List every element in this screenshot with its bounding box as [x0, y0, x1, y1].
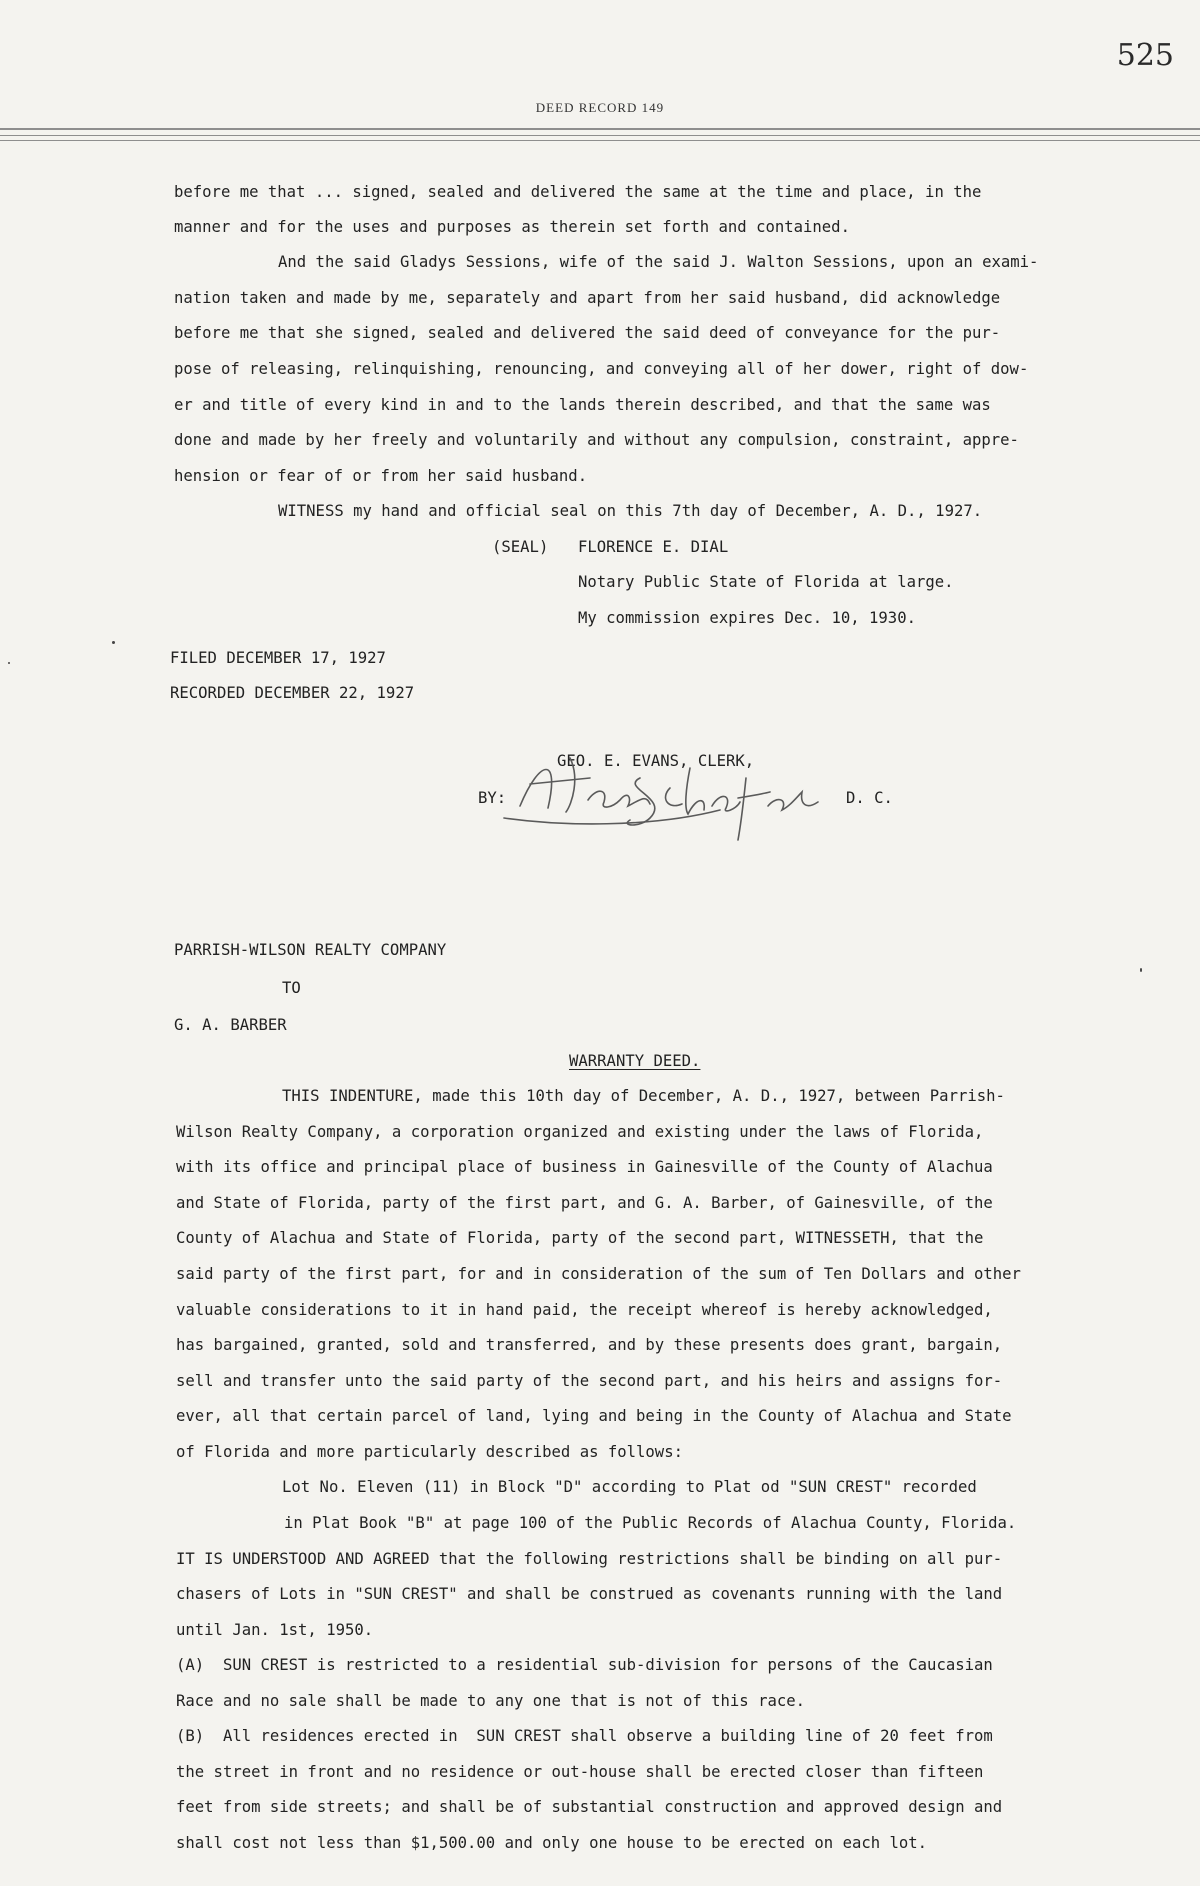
restriction-a: (A) SUN CREST is restricted to a residential sub-division for persons of the Caucasian: [176, 1656, 993, 1674]
text-line: ever, all that certain parcel of land, lying and being in the County of Alachua and State: [176, 1407, 1012, 1425]
record-book-title: DEED RECORD 149: [535, 100, 665, 115]
text-line: Wilson Realty Company, a corporation organized and existing under the laws of Florida,: [176, 1123, 984, 1141]
text-line: of Florida and more particularly described as follows:: [176, 1443, 683, 1461]
restrictions-text: until Jan. 1st, 1950.: [176, 1621, 374, 1639]
grantee-name: G. A. BARBER: [174, 1016, 287, 1034]
text-line: pose of releasing, relinquishing, renouncing, and conveying all of her dower, right of dow-: [174, 360, 1029, 378]
clerk-name: GEO. E. EVANS, CLERK,: [557, 752, 755, 770]
header-rule: [0, 140, 1200, 141]
header-rule: [0, 135, 1200, 136]
restriction-b: shall cost not less than $1,500.00 and only one house to be erected on each lot.: [176, 1834, 928, 1852]
text-line: County of Alachua and State of Florida, party of the second part, WITNESSETH, that the: [176, 1229, 984, 1247]
restriction-b: (B) All residences erected in SUN CREST shall observe a building line of 20 feet from: [176, 1727, 993, 1745]
seal-label: (SEAL): [492, 538, 549, 556]
commission-expiry: My commission expires Dec. 10, 1930.: [578, 609, 916, 627]
restriction-b: the street in front and no residence or out-house shall be erected closer than fifteen: [176, 1763, 984, 1781]
lot-description: in Plat Book "B" at page 100 of the Public Records of Alachua County, Florida.: [284, 1514, 1017, 1532]
notary-title: Notary Public State of Florida at large.: [578, 573, 954, 591]
text-line: manner and for the uses and purposes as therein set forth and contained.: [174, 218, 850, 236]
text-line: said party of the first part, for and in consideration of the sum of Ten Dollars and other: [176, 1265, 1021, 1283]
recorded-date: RECORDED DECEMBER 22, 1927: [170, 684, 415, 702]
restriction-a: Race and no sale shall be made to any one that is not of this race.: [176, 1692, 806, 1710]
header-rule: [0, 128, 1200, 130]
text-line: sell and transfer unto the said party of the second part, and his heirs and assigns for-: [176, 1372, 1003, 1390]
text-line: with its office and principal place of business in Gainesville of the County of Alachua: [176, 1158, 993, 1176]
text-line: valuable considerations to it in hand paid, the receipt whereof is hereby acknowledged,: [176, 1301, 993, 1319]
text-line: hension or fear of or from her said husband.: [174, 467, 588, 485]
filed-date: FILED DECEMBER 17, 1927: [170, 649, 386, 667]
text-line: er and title of every kind in and to the lands therein described, and that the same was: [174, 396, 991, 414]
by-label: BY:: [478, 789, 507, 807]
scan-speck: [8, 662, 10, 664]
deed-title: WARRANTY DEED.: [569, 1052, 701, 1070]
deputy-clerk-label: D. C.: [846, 789, 893, 807]
text-line: has bargained, granted, sold and transferred, and by these presents does grant, bargain,: [176, 1336, 1003, 1354]
text-line: and State of Florida, party of the first part, and G. A. Barber, of Gainesville, of the: [176, 1194, 993, 1212]
text-line: And the said Gladys Sessions, wife of the said J. Walton Sessions, upon an exami-: [278, 253, 1039, 271]
clerk-signature: [500, 748, 840, 848]
text-line: THIS INDENTURE, made this 10th day of December, A. D., 1927, between Parrish-: [282, 1087, 1005, 1105]
lot-description: Lot No. Eleven (11) in Block "D" according to Plat od "SUN CREST" recorded: [282, 1478, 977, 1496]
text-line: before me that ... signed, sealed and delivered the same at the time and place, in the: [174, 183, 982, 201]
text-line: nation taken and made by me, separately and apart from her said husband, did acknowledge: [174, 289, 1001, 307]
restrictions-text: chasers of Lots in "SUN CREST" and shall be construed as covenants running with the land: [176, 1585, 1003, 1603]
notary-name: FLORENCE E. DIAL: [578, 538, 729, 556]
scan-speck: [1140, 968, 1142, 972]
witness-line: WITNESS my hand and official seal on this 7th day of December, A. D., 1927.: [278, 502, 983, 520]
grantor-name: PARRISH-WILSON REALTY COMPANY: [174, 941, 447, 959]
text-line: before me that she signed, sealed and delivered the said deed of conveyance for the pur-: [174, 324, 1001, 342]
text-line: done and made by her freely and voluntarily and without any compulsion, constraint, appre-: [174, 431, 1019, 449]
restrictions-text: IT IS UNDERSTOOD AND AGREED that the following restrictions shall be binding on all pur-: [176, 1550, 1003, 1568]
restriction-b: feet from side streets; and shall be of substantial construction and approved design and: [176, 1798, 1003, 1816]
page-number: 525: [1116, 38, 1174, 73]
to-label: TO: [282, 979, 301, 997]
scan-speck: [112, 641, 115, 644]
